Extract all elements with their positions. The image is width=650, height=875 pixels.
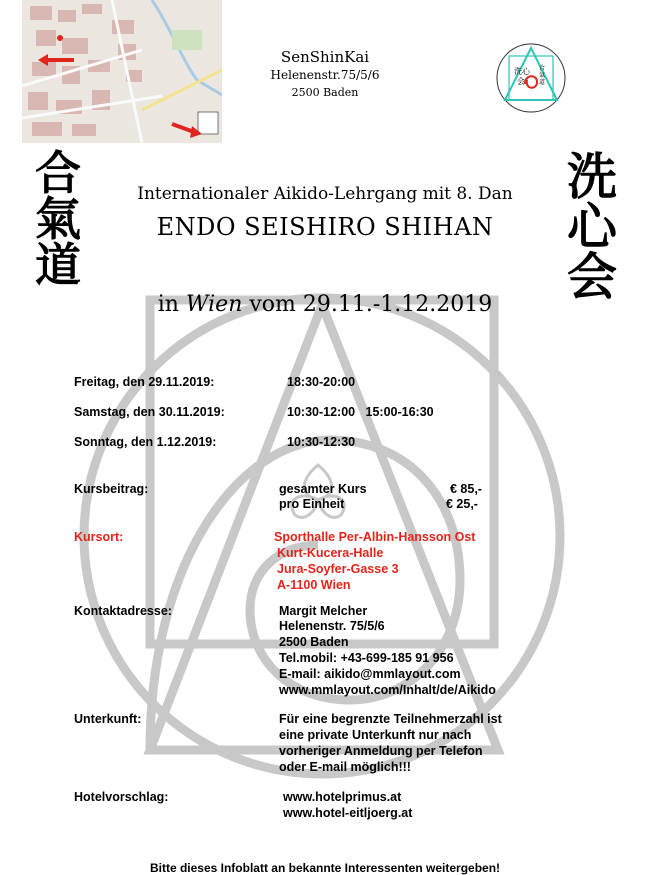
calligraphy-char: 氣 [35, 192, 81, 246]
schedule-times: 18:30-20:00 [287, 375, 356, 389]
calligraphy-char: 道 [35, 238, 81, 292]
venue-line: A-1100 Wien [277, 578, 351, 592]
lodging-line: Für eine begrenzte Teilnehmerzahl ist [279, 712, 502, 726]
club-seal-logo [495, 42, 567, 114]
footer-note: Bitte dieses Infoblatt an bekannte Interessenten weitergeben! [149, 861, 501, 875]
svg-text:会: 会 [517, 77, 525, 86]
club-name: SenShinKai [280, 48, 370, 66]
contact-label: Kontaktadresse: [74, 604, 172, 618]
contact-line: 2500 Baden [279, 635, 349, 649]
venue-line: Jura-Soyfer-Gasse 3 [277, 562, 399, 576]
fee-item-price: € 85,- [450, 482, 482, 496]
schedule-times: 10:30-12:30 [287, 435, 356, 449]
contact-website: www.mmlayout.com/Inhalt/de/Aikido [279, 683, 496, 697]
svg-text:氣: 氣 [539, 72, 546, 79]
venue-label: Kursort: [74, 530, 124, 544]
location-map [22, 0, 222, 143]
venue-line: Kurt-Kucera-Halle [277, 546, 384, 560]
calligraphy-char: 会 [567, 247, 617, 306]
contact-email: E-mail: aikido@mmlayout.com [279, 667, 461, 681]
fee-item-price: € 25,- [446, 497, 478, 511]
date-city: Wien [185, 292, 243, 317]
schedule-day: Samstag, den 30.11.2019: [74, 405, 225, 419]
club-street: Helenenstr.75/5/6 [270, 68, 380, 82]
contact-phone: Tel.mobil: +43-699-185 91 956 [279, 651, 454, 665]
calligraphy-senshinkai [556, 147, 628, 306]
map-image [22, 0, 222, 143]
fee-item-name: gesamter Kurs [279, 482, 367, 496]
date-range: vom 29.11.-1.12.2019 [242, 292, 493, 317]
fee-label: Kursbeitrag: [74, 482, 149, 496]
svg-text:合: 合 [539, 65, 546, 72]
club-city: 2500 Baden [291, 86, 359, 99]
calligraphy-aikido [28, 146, 88, 292]
venue-line: Sporthalle Per-Albin-Hansson Ost [274, 530, 476, 544]
event-subtitle: Internationaler Aikido-Lehrgang mit 8. Dan [137, 184, 513, 204]
event-date [120, 292, 530, 317]
calligraphy-char: 心 [567, 197, 617, 256]
hotel-link[interactable]: www.hotel-eitljoerg.at [283, 806, 413, 820]
lodging-line: vorheriger Anmeldung per Telefon [279, 744, 483, 758]
hotels-label: Hotelvorschlag: [74, 790, 169, 804]
lodging-label: Unterkunft: [74, 712, 142, 726]
calligraphy-char: 合 [35, 146, 81, 200]
contact-line: Helenenstr. 75/5/6 [279, 619, 385, 633]
svg-text:洗心: 洗心 [514, 67, 530, 76]
hotel-link[interactable]: www.hotelprimus.at [283, 790, 402, 804]
calligraphy-char: 洗 [567, 147, 617, 206]
date-prefix: in [157, 292, 186, 317]
lodging-line: oder E-mail möglich!!! [279, 760, 411, 774]
fee-item-name: pro Einheit [279, 497, 345, 511]
svg-text:道: 道 [539, 79, 546, 86]
schedule-day: Sonntag, den 1.12.2019: [74, 435, 217, 449]
schedule-day: Freitag, den 29.11.2019: [74, 375, 215, 389]
teacher-name: ENDO SEISHIRO SHIHAN [156, 213, 494, 241]
schedule-times: 10:30-12:00 15:00-16:30 [287, 405, 434, 419]
lodging-line: eine private Unterkunft nur nach [279, 728, 472, 742]
contact-line: Margit Melcher [279, 604, 368, 618]
